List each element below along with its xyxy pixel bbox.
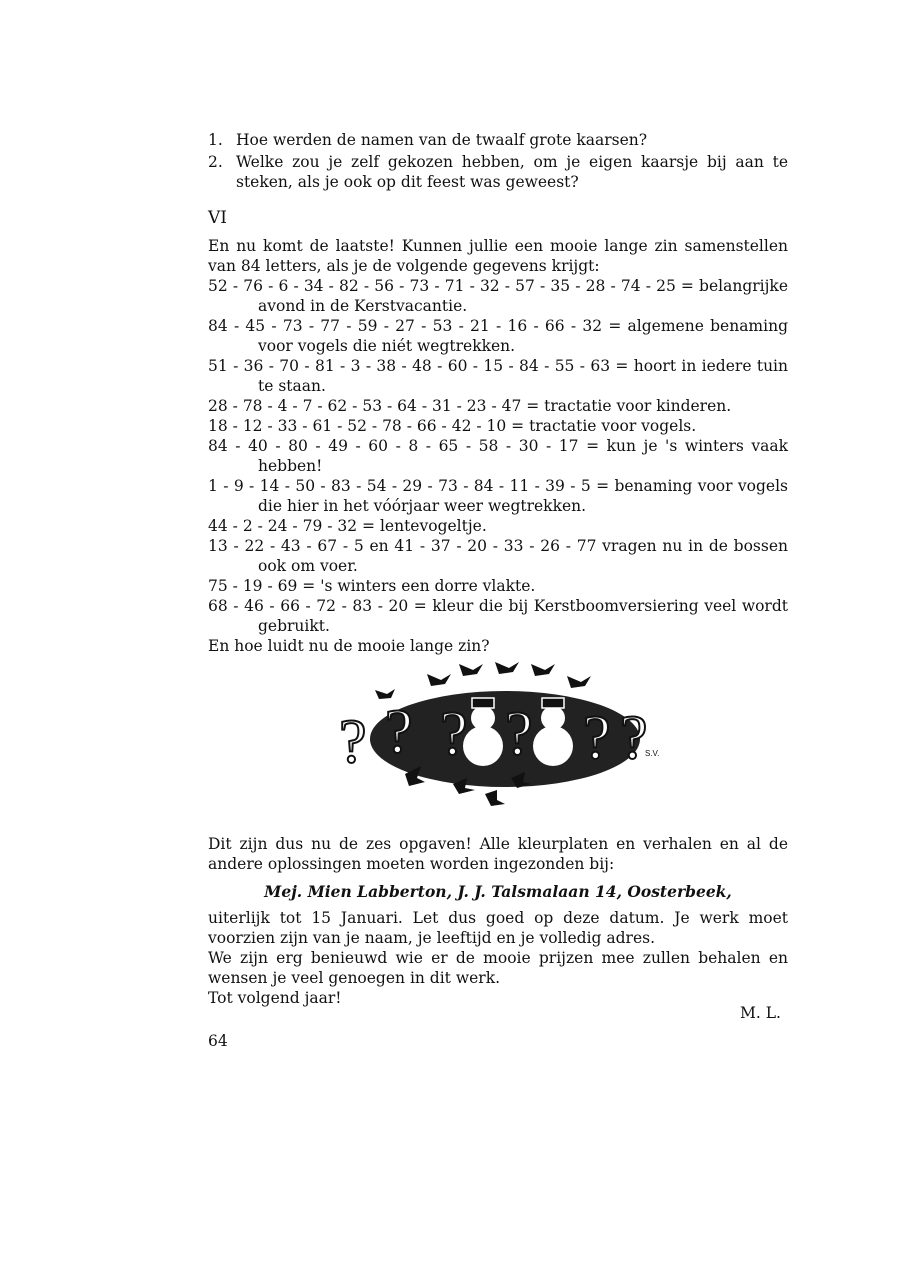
illustration-credit: S.V. <box>645 749 660 758</box>
section-heading: VI <box>208 208 227 228</box>
clue: 52 - 76 - 6 - 34 - 82 - 56 - 73 - 71 - 32 - 57 - 35 - 28 - 74 - 25 = belangrijke avond in de Kerstvacantie. <box>208 277 788 315</box>
question-mark-icon: ? <box>440 700 468 768</box>
closing-block <box>208 834 788 1008</box>
question-mark-icon: ? <box>385 698 413 766</box>
intro-text: En nu komt de laatste! Kunnen jullie een mooie lange zin samenstellen van 84 letters, als je de volgende gegevens krijgt: <box>208 237 788 275</box>
bird-icon <box>567 676 591 688</box>
snowmen-illustration <box>335 654 675 814</box>
question-number: 1. <box>208 131 223 149</box>
outro-paragraph: Dit zijn dus nu de zes opgaven! Alle kleurplaten en verhalen en al de andere oplossingen moeten worden ingezonden bij: <box>208 835 788 873</box>
question-item <box>208 152 788 192</box>
page-number: 64 <box>208 1032 228 1050</box>
question-mark-icon: ? <box>339 708 367 776</box>
clue: 1 - 9 - 14 - 50 - 83 - 54 - 29 - 73 - 84 - 11 - 39 - 5 = benaming voor vogels die hier in het vóórjaar weer wegtrekken. <box>208 477 788 515</box>
clue: 84 - 40 - 80 - 49 - 60 - 8 - 65 - 58 - 30 - 17 = kun je 's winters vaak hebben! <box>208 437 788 475</box>
closing-question: En hoe luidt nu de mooie lange zin? <box>208 637 490 655</box>
clue: 51 - 36 - 70 - 81 - 3 - 38 - 48 - 60 - 15 - 84 - 55 - 63 = hoort in iedere tuin te staan. <box>208 357 788 395</box>
outro-paragraph: uiterlijk tot 15 Januari. Let dus goed op deze datum. Je werk moet voorzien zijn van je naam, je leeftijd en je volledig adres. <box>208 909 788 947</box>
question-list <box>208 130 788 192</box>
bird-icon <box>531 664 555 676</box>
clue: 18 - 12 - 33 - 61 - 52 - 78 - 66 - 42 - 10 = tractatie voor vogels. <box>208 417 697 435</box>
puzzle-block <box>208 236 788 656</box>
question-text: Hoe werden de namen van de twaalf grote kaarsen? <box>236 131 648 149</box>
bird-icon <box>495 662 519 674</box>
question-text: Welke zou je zelf gekozen hebben, om je eigen kaarsje bij aan te steken, als je ook op dit feest was geweest? <box>236 153 788 191</box>
farewell-line: Tot volgend jaar! <box>208 989 342 1007</box>
question-mark-icon: ? <box>583 704 611 772</box>
outro-paragraph: We zijn erg benieuwd wie er de mooie prijzen mee zullen behalen en wensen je veel genoegen in dit werk. <box>208 949 788 987</box>
bird-icon <box>427 674 451 686</box>
question-mark-icon: ? <box>505 700 533 768</box>
clue: 75 - 19 - 69 = 's winters een dorre vlakte. <box>208 577 536 595</box>
clue: 13 - 22 - 43 - 67 - 5 en 41 - 37 - 20 - 33 - 26 - 77 vragen nu in de bossen ook om voer. <box>208 537 788 575</box>
bird-icon <box>485 790 505 806</box>
clue: 44 - 2 - 24 - 79 - 32 = lentevogeltje. <box>208 517 487 535</box>
clue: 84 - 45 - 73 - 77 - 59 - 27 - 53 - 21 - 16 - 66 - 32 = algemene benaming voor vogels die niét wegtrekken. <box>208 317 788 355</box>
address-line: Mej. Mien Labberton, J. J. Talsmalaan 14, Oosterbeek, <box>264 882 732 901</box>
clue: 28 - 78 - 4 - 7 - 62 - 53 - 64 - 31 - 23 - 47 = tractatie voor kinderen. <box>208 397 732 415</box>
signature: M. L. <box>740 1004 781 1022</box>
question-item <box>208 130 788 150</box>
clue: 68 - 46 - 66 - 72 - 83 - 20 = kleur die bij Kerstboomversiering veel wordt gebruikt. <box>208 597 788 635</box>
question-number: 2. <box>208 153 223 171</box>
question-mark-icon: ? <box>620 704 648 772</box>
bird-icon <box>459 664 483 676</box>
